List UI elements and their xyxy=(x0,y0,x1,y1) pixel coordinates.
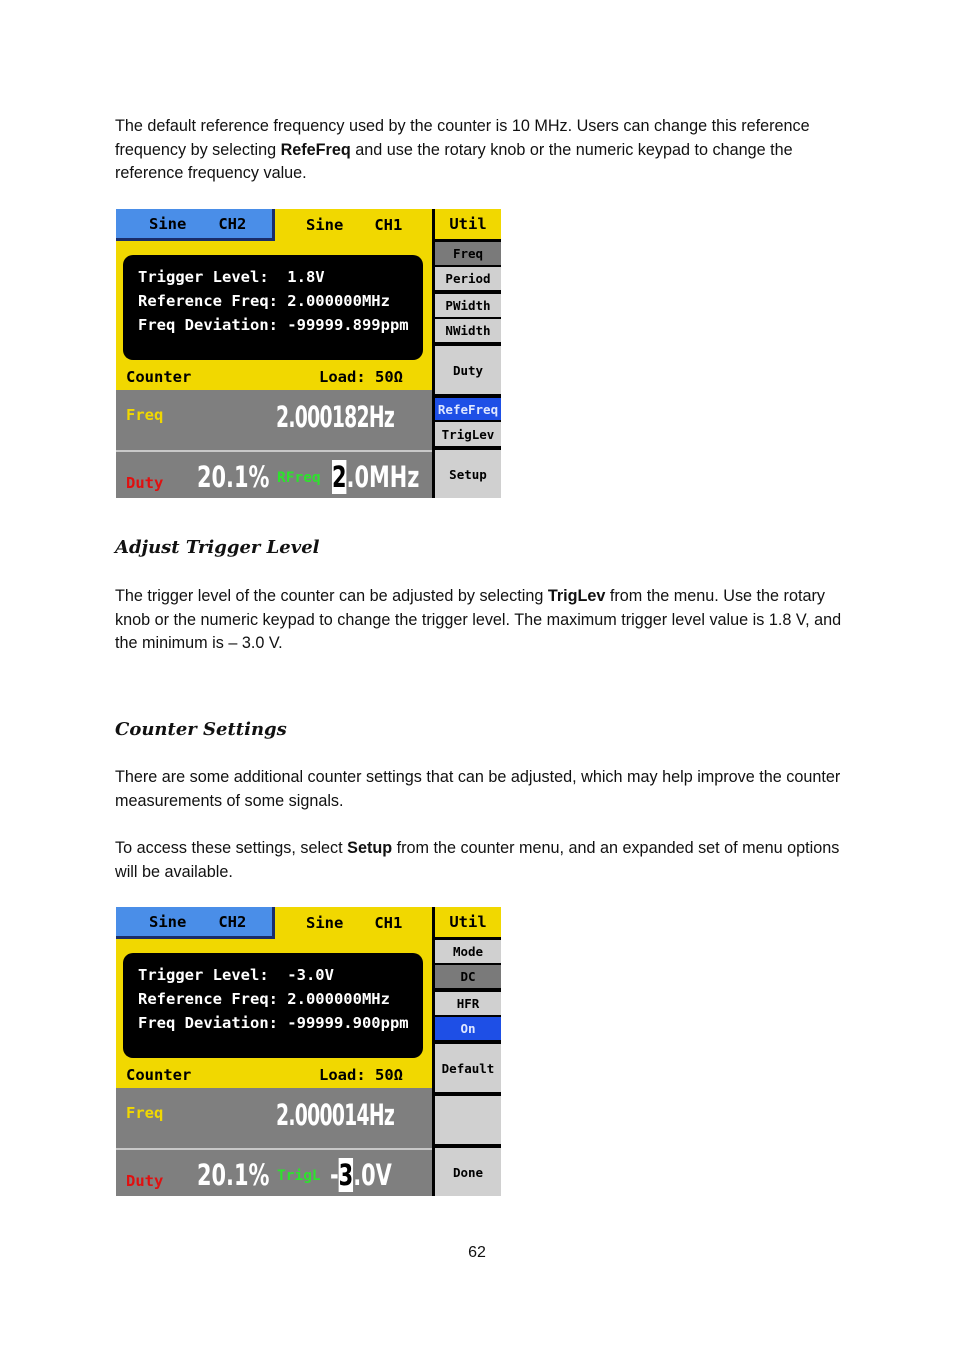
menu-refefreq[interactable]: RefeFreq xyxy=(435,398,501,420)
menu-default[interactable]: Default xyxy=(435,1044,501,1092)
freq-label: Freq xyxy=(126,1104,164,1122)
menu-setup[interactable]: Setup xyxy=(435,450,501,498)
duty-label: Duty xyxy=(126,474,164,492)
util-menu xyxy=(432,209,501,498)
reference-freq-readout: Reference Freq: 2.000000MHz xyxy=(138,990,390,1008)
menu-freq[interactable]: Freq xyxy=(435,242,501,265)
intro-paragraph: The default reference frequency used by the counter is 10 MHz. Users can change this reference frequency by selecting RefeFreq and use the rotary knob or the numeric keypad to change the reference frequency value. xyxy=(115,117,810,183)
freq-deviation-readout: Freq Deviation: -99999.900ppm xyxy=(138,1014,409,1032)
trigger-level-paragraph: The trigger level of the counter can be adjusted by selecting TrigLev from the menu. Use the rotary knob or the numeric keypad to change the trigger level. The maximum trigger level value is 1.8 V, and the minimum is – 3.0 V. xyxy=(115,587,842,653)
adjust-trigger-level-heading: Adjust Trigger Level xyxy=(115,537,320,558)
reference-freq-readout: Reference Freq: 2.000000MHz xyxy=(138,292,390,310)
menu-nwidth[interactable]: NWidth xyxy=(435,319,501,342)
rfreq-label: RFreq xyxy=(277,470,321,486)
rfreq-edit-value[interactable]: 2.0MHz xyxy=(332,460,420,494)
util-title: Util xyxy=(435,907,501,937)
menu-period[interactable]: Period xyxy=(435,267,501,290)
duty-row xyxy=(116,1148,432,1196)
setup-access-paragraph: To access these settings, select Setup from the counter menu, and an expanded set of menu options will be available. xyxy=(115,839,840,881)
duty-row xyxy=(116,450,432,498)
trigger-level-readout: Trigger Level: 1.8V xyxy=(138,268,325,286)
counter-info-box xyxy=(123,255,423,360)
menu-hfr-on[interactable]: On xyxy=(435,1017,501,1040)
counter-panel xyxy=(116,939,432,1088)
counter-info-box xyxy=(123,953,423,1058)
load-label: Load: 50Ω xyxy=(319,368,403,386)
refefreq-term: RefeFreq xyxy=(280,140,351,159)
settings-intro-paragraph: There are some additional counter settings that can be adjusted, which may help improve the counter measurements of some signals. xyxy=(115,768,841,810)
freq-row xyxy=(116,1088,432,1148)
trigl-label: TrigL xyxy=(277,1168,321,1184)
freq-label: Freq xyxy=(126,406,164,424)
menu-triglev[interactable]: TrigLev xyxy=(435,422,501,446)
duty-value: 20.1% xyxy=(197,460,270,494)
trigl-edit-value[interactable]: -3.0V xyxy=(330,1158,392,1192)
util-menu xyxy=(432,907,501,1196)
menu-pwidth[interactable]: PWidth xyxy=(435,294,501,317)
menu-hfr[interactable]: HFR xyxy=(435,992,501,1015)
duty-label: Duty xyxy=(126,1172,164,1190)
counter-settings-heading: Counter Settings xyxy=(115,719,287,740)
counter-screen-setup xyxy=(116,907,501,1196)
edit-cursor: 3 xyxy=(338,1158,354,1192)
counter-label: Counter xyxy=(126,368,192,386)
menu-done[interactable]: Done xyxy=(435,1148,501,1196)
edit-cursor: 2 xyxy=(332,460,347,494)
ch1-tab[interactable]: Sine CH1 xyxy=(275,209,432,241)
ch2-tab[interactable]: Sine CH2 xyxy=(116,209,275,241)
ch1-tab[interactable]: Sine CH1 xyxy=(275,907,432,939)
menu-duty[interactable]: Duty xyxy=(435,346,501,394)
freq-row xyxy=(116,390,432,450)
freq-value: 2.000014Hz xyxy=(276,1098,395,1132)
ch2-tab[interactable]: Sine CH2 xyxy=(116,907,275,939)
counter-panel xyxy=(116,241,432,390)
triglev-term: TrigLev xyxy=(547,587,606,605)
trigger-level-readout: Trigger Level: -3.0V xyxy=(138,966,334,984)
menu-mode[interactable]: Mode xyxy=(435,940,501,963)
util-title: Util xyxy=(435,209,501,239)
freq-value: 2.000182Hz xyxy=(276,400,395,434)
menu-empty-slot xyxy=(435,1096,501,1144)
counter-label: Counter xyxy=(126,1066,192,1084)
menu-mode-dc[interactable]: DC xyxy=(435,965,501,988)
page-number: 62 xyxy=(468,1244,486,1261)
counter-screen-refefreq xyxy=(116,209,501,498)
setup-term: Setup xyxy=(347,839,393,857)
duty-value: 20.1% xyxy=(197,1158,270,1192)
load-label: Load: 50Ω xyxy=(319,1066,403,1084)
freq-deviation-readout: Freq Deviation: -99999.899ppm xyxy=(138,316,409,334)
